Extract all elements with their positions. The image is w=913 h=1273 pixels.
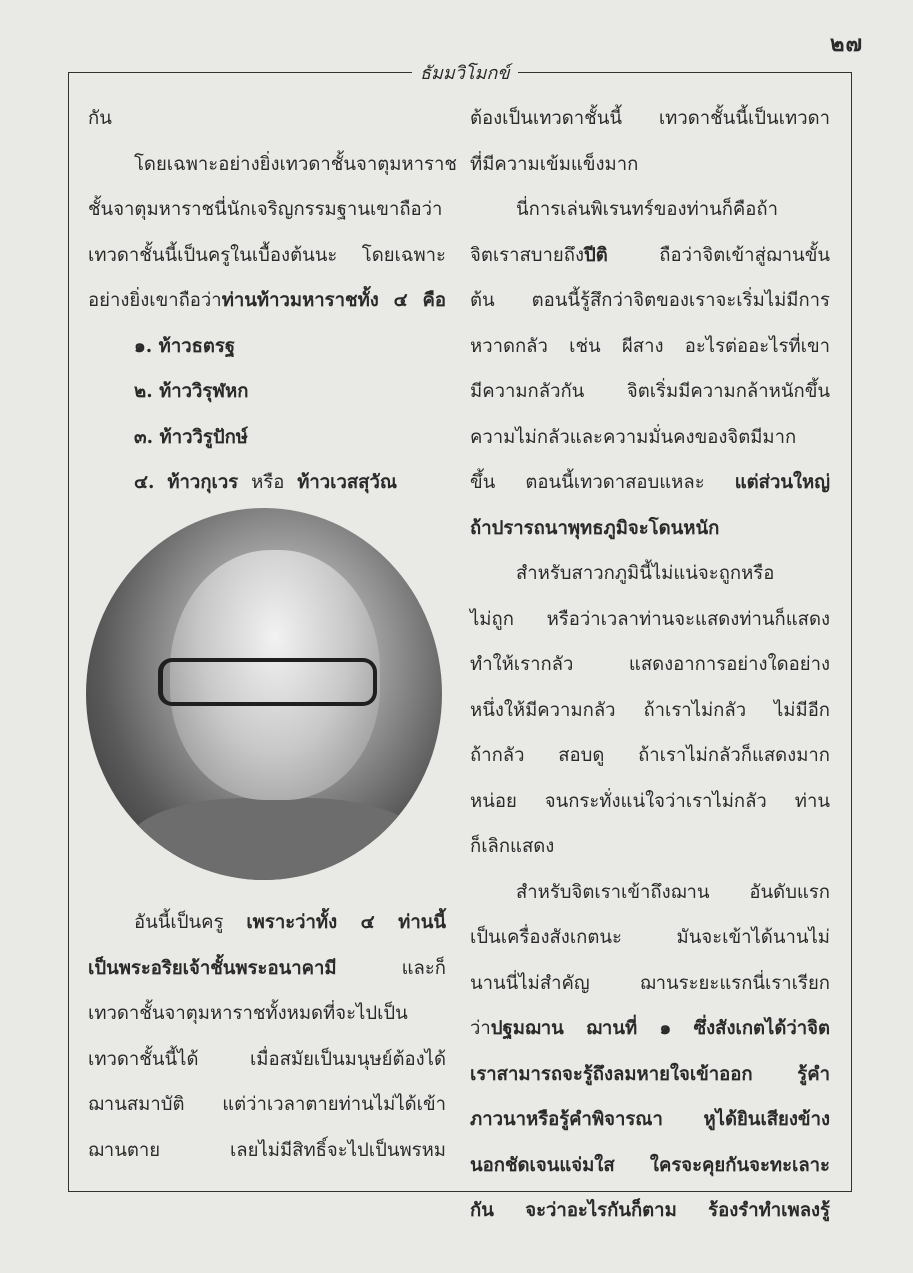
text-line: ที่มีความเข้มแข็งมาก xyxy=(470,153,639,175)
text-line: ความไม่กลัวและความมั่นคงของจิตมีมาก xyxy=(470,426,797,448)
text-span: จิตเราสบายถึง xyxy=(470,244,584,266)
emphasis-text: ท่านท้าวมหาราชทั้ง ๔ คือ xyxy=(221,290,446,311)
text-line xyxy=(470,233,830,279)
text-line xyxy=(88,946,446,992)
text-line: หน่อย จนกระทั่งแน่ใจว่าเราไม่กลัว ท่าน xyxy=(470,790,830,812)
text-line xyxy=(470,1006,830,1052)
right-column xyxy=(470,96,830,1234)
text-line: ถ้ากลัว สอบดู ถ้าเราไม่กลัวก็แสดงมาก xyxy=(470,745,830,766)
list-item: ๓. ท้าววิรูปักษ์ xyxy=(134,426,248,448)
list-item: ๑. ท้าวธตรฐ xyxy=(134,335,236,357)
text-span: ว่า xyxy=(470,1018,491,1039)
glasses-shape xyxy=(158,658,377,706)
text-line: มีความกลัวกัน จิตเริ่มมีความกล้าหนักขึ้น xyxy=(470,381,830,402)
text-line: โดยเฉพาะอย่างยิ่งเทวดาชั้นจาตุมหาราช xyxy=(134,153,457,175)
left-column-bottom xyxy=(88,900,446,1173)
text-line: ฌานตาย เลยไม่มีสิทธิ์จะไปเป็นพรหม xyxy=(88,1139,446,1161)
text-line: ชั้นจาตุมหาราชนี่นักเจริญกรรมฐานเขาถือว่า xyxy=(88,199,443,220)
list-name: ท้าวเวสสุวัณ xyxy=(297,472,398,493)
emphasis-line: กัน จะว่าอะไรกันก็ตาม ร้องรำทำเพลงรู้ xyxy=(470,1200,830,1221)
list-name: ท้าวกุเวร xyxy=(167,472,239,493)
emphasis-text: แต่ส่วนใหญ่ xyxy=(734,472,830,493)
text-span: และก็ xyxy=(336,957,446,979)
robe-shape xyxy=(126,798,426,880)
text-line: กัน xyxy=(88,108,112,129)
emphasis-text: เพราะว่าทั้ง ๔ ท่านนี้ xyxy=(246,912,446,933)
text-line: นี่การเล่นพิเรนทร์ของท่านก็คือถ้า xyxy=(516,199,779,220)
emphasis-line: นอกชัดเจนแจ่มใส ใครจะคุยกันจะทะเลาะ xyxy=(470,1154,830,1176)
emphasis-line: เราสามารถจะรู้ถึงลมหายใจเข้าออก รู้คำ xyxy=(470,1063,830,1085)
text-line: หวาดกลัว เช่น ผีสาง อะไรต่ออะไรที่เขา xyxy=(470,335,830,357)
text-span: ขึ้น ตอนนี้เทวดาสอบแหละ xyxy=(470,472,735,493)
emphasis-text: เป็นพระอริยเจ้าชั้นพระอนาคามี xyxy=(88,957,337,979)
monk-portrait-photo xyxy=(86,508,442,880)
list-item: ๒. ท้าววิรุฬหก xyxy=(134,381,249,402)
list-connector: หรือ xyxy=(251,472,285,493)
text-span: ถือว่าจิตเข้าสู่ฌานขั้น xyxy=(607,244,830,266)
text-line: ฌานสมาบัติ แต่ว่าเวลาตายท่านไม่ได้เข้า xyxy=(88,1094,446,1115)
text-line xyxy=(470,460,830,506)
list-number: ๔. xyxy=(134,472,155,493)
running-header: ธัมมวิโมกข์ xyxy=(412,58,518,87)
emphasis-line: ถ้าปรารถนาพุทธภูมิจะโดนหนัก xyxy=(470,517,720,539)
emphasis-text: ปฐมฌาน ฌานที่ ๑ ซึ่งสังเกตได้ว่าจิต xyxy=(490,1018,830,1039)
list-item xyxy=(88,460,446,506)
left-column-top xyxy=(88,96,457,506)
text-line: สำหรับจิตเราเข้าถึงฌาน อันดับแรก xyxy=(516,881,830,903)
text-line: เทวดาชั้นจาตุมหาราชทั้งหมดที่จะไปเป็น xyxy=(88,1003,408,1024)
page-number: ๒๗ xyxy=(829,31,863,57)
text-line xyxy=(88,278,446,324)
text-line: นานนี่ไม่สำคัญ ฌานระยะแรกนี่เราเรียก xyxy=(470,972,830,994)
text-line: ทำให้เรากลัว แสดงอาการอย่างใดอย่าง xyxy=(470,654,830,675)
text-line: เป็นเครื่องสังเกตนะ มันจะเข้าได้นานไม่ xyxy=(470,927,830,948)
emphasis-line: ภาวนาหรือรู้คำพิจารณา หูได้ยินเสียงข้าง xyxy=(470,1109,830,1130)
text-line: สำหรับสาวกภูมินี้ไม่แน่จะถูกหรือ xyxy=(516,563,775,584)
text-span: อันนี้เป็นครู xyxy=(134,912,247,933)
text-line: ต้องเป็นเทวดาชั้นนี้ เทวดาชั้นนี้เป็นเทวดา xyxy=(470,108,830,129)
text-line xyxy=(88,900,446,946)
text-line: ไม่ถูก หรือว่าเวลาท่านจะแสดงท่านก็แสดง xyxy=(470,608,830,630)
text-line: ก็เลิกแสดง xyxy=(470,836,555,857)
text-span: อย่างยิ่งเขาถือว่า xyxy=(88,290,222,311)
text-line: ต้น ตอนนี้รู้สึกว่าจิตของเราจะเริ่มไม่มีการ xyxy=(470,290,830,311)
text-line: เทวดาชั้นนี้เป็นครูในเบื้องต้นนะ โดยเฉพาะ xyxy=(88,244,446,266)
emphasis-text: ปีติ xyxy=(584,244,608,266)
text-line: หนึ่งให้มีความกลัว ถ้าเราไม่กลัว ไม่มีอีก xyxy=(470,699,830,721)
text-line: เทวดาชั้นนี้ได้ เมื่อสมัยเป็นมนุษย์ต้องได้ xyxy=(88,1048,446,1070)
